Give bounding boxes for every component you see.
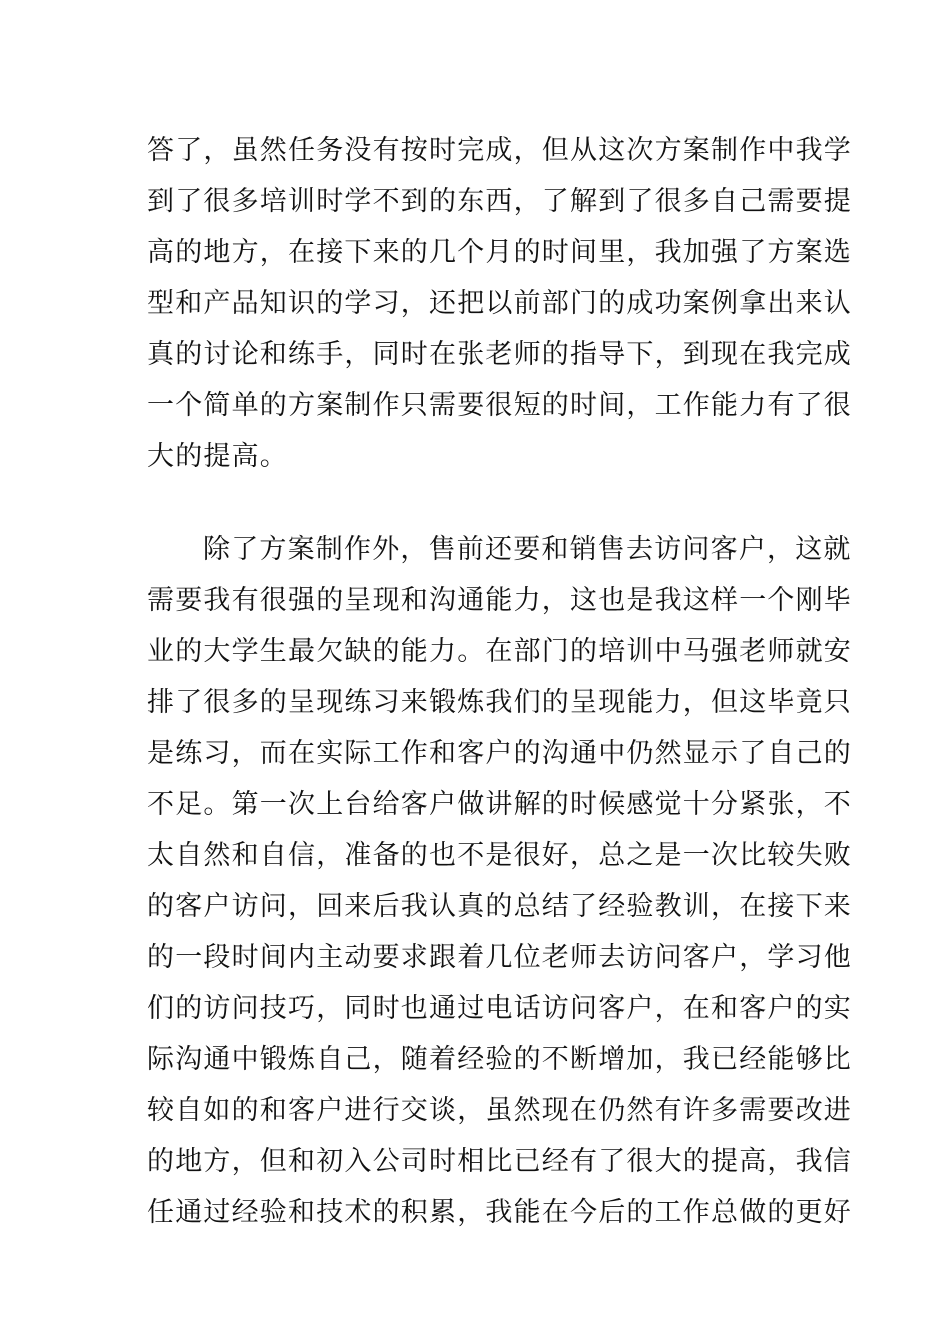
text-line: 真的讨论和练手，同时在张老师的指导下，到现在我完成 — [147, 339, 852, 370]
text-line: 不足。第一次上台给客户做讲解的时候感觉十分紧张，不 — [147, 789, 852, 820]
text-line: 业的大学生最欠缺的能力。在部门的培训中马强老师就安 — [147, 636, 852, 667]
text-line: 们的访问技巧，同时也通过电话访问客户，在和客户的实 — [147, 993, 852, 1024]
text-line: 的地方，但和初入公司时相比已经有了很大的提高，我信 — [147, 1146, 852, 1177]
text-line: 太自然和自信，准备的也不是很好，总之是一次比较失败 — [147, 840, 852, 871]
text-line: 答了，虽然任务没有按时完成，但从这次方案制作中我学 — [147, 135, 852, 166]
text-line: 需要我有很强的呈现和沟通能力，这也是我这样一个刚毕 — [147, 585, 852, 616]
text-line: 大的提高。 — [147, 441, 288, 472]
text-line: 一个简单的方案制作只需要很短的时间，工作能力有了很 — [147, 390, 852, 421]
text-line: 际沟通中锻炼自己，随着经验的不断增加，我已经能够比 — [147, 1044, 852, 1075]
text-line: 高的地方，在接下来的几个月的时间里，我加强了方案选 — [147, 237, 852, 268]
text-line: 排了很多的呈现练习来锻炼我们的呈现能力，但这毕竟只 — [147, 687, 852, 718]
text-line — [147, 1238, 852, 1289]
text-line: 的客户访问，回来后我认真的总结了经验教训，在接下来 — [147, 891, 852, 922]
paragraph-2 — [147, 524, 852, 1289]
text-line: 是练习，而在实际工作和客户的沟通中仍然显示了自己的 — [147, 738, 852, 769]
text-line: 任通过经验和技术的积累，我能在今后的工作总做的更好 — [147, 1197, 852, 1228]
text-line-indented: 除了方案制作外，售前还要和销售去访问客户，这就 — [203, 534, 852, 565]
text-line: 型和产品知识的学习，还把以前部门的成功案例拿出来认 — [147, 288, 852, 319]
text-line: 到了很多培训时学不到的东西，了解到了很多自己需要提 — [147, 186, 852, 217]
text-line: 的一段时间内主动要求跟着几位老师去访问客户，学习他 — [147, 942, 852, 973]
text-line: 较自如的和客户进行交谈，虽然现在仍然有许多需要改进 — [147, 1095, 852, 1126]
paragraph-1 — [147, 125, 852, 482]
